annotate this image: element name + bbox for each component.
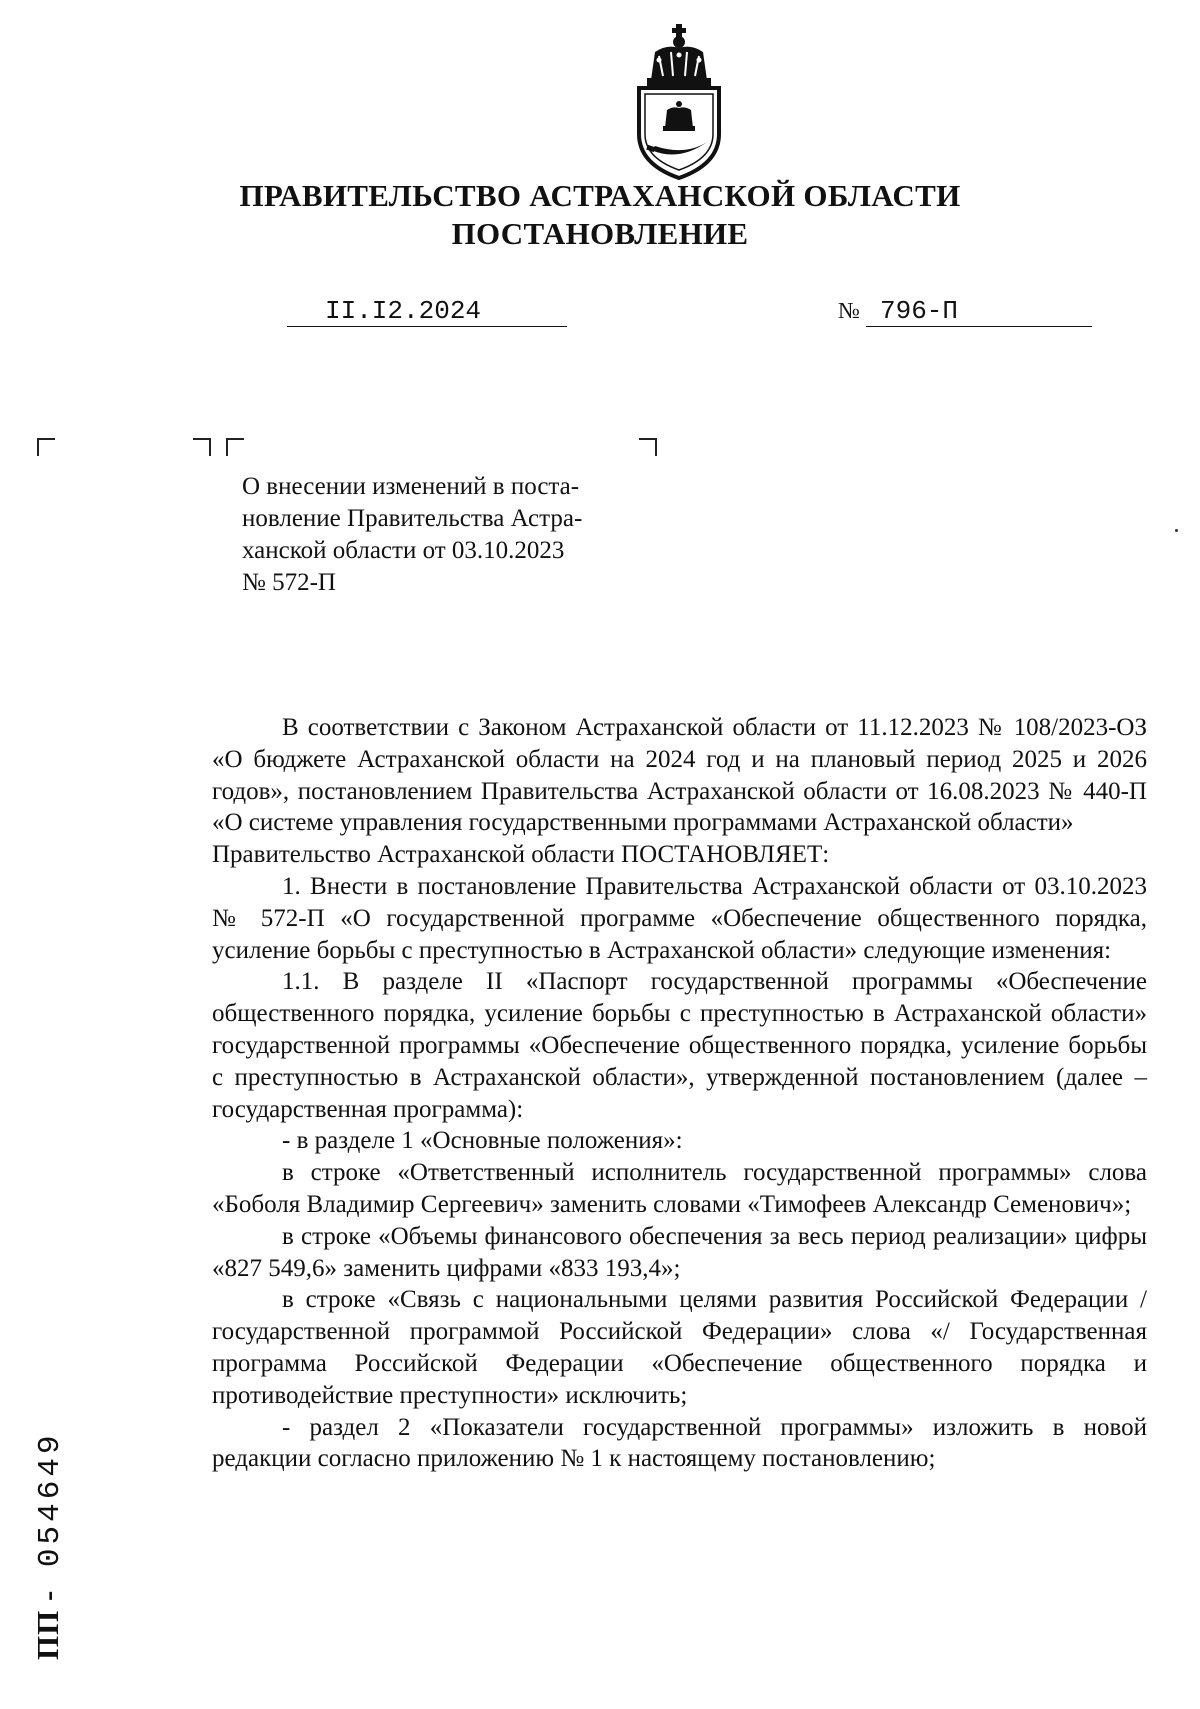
serial-number: 054649 [33, 1431, 68, 1568]
corner-mark-top-right-1 [193, 438, 211, 456]
body-paragraph: 1.1. В разделе II «Паспорт государственной программы «Обеспечение общественного порядка, усиление борьбы с преступностью в Астраханской области» государственной программы «Обеспечение общественного порядка, усиление борьбы с преступностью в Астраханской области», утвержденной постановлением (далее – государственная программа): [212, 968, 1147, 1123]
document-date: II.I2.2024 [325, 296, 482, 326]
date-underline [287, 326, 567, 327]
body-paragraph: 1. Внести в постановление Правительства Астраханской области от 03.10.2023 № 572-П «О государственной программе «Обеспечение общественного порядка, усиление борьбы с преступностью в Астраханской области» следующие изменения: [212, 872, 1147, 964]
corner-mark-top-left-2 [226, 438, 244, 456]
body-paragraph: в строке «Объемы финансового обеспечения за весь период реализации» цифры «827 549,6» заменить цифрами «833 193,4»; [212, 1222, 1147, 1282]
coat-of-arms-emblem [629, 22, 729, 182]
document-number: 796-П [880, 296, 959, 326]
number-sign: № [838, 298, 860, 323]
subject-line: № 572-П [242, 569, 336, 596]
subject-line: ханской области от 03.10.2023 [242, 537, 565, 564]
number-underline [866, 326, 1092, 327]
body-paragraph: В соответствии с Законом Астраханской области от 11.12.2023 № 108/2023-ОЗ «О бюджете Астраханской области на 2024 год и на плановый период 2025 и 2026 годов», постановлением Правительства Астраханской области от 16.08.2023 № 440-П «О системе управления государственными программами Астраханской области» [212, 714, 1147, 837]
body-paragraph: в строке «Связь с национальными целями развития Российской Федерации / государственной программой Российской Федерации» слова «/ Государственная программа Российской Федерации «Обеспечение общественного порядка и противодействие преступности» исключить; [212, 1286, 1147, 1409]
body-paragraph: Правительство Астраханской области ПОСТАНОВЛЯЕТ: [212, 841, 830, 869]
document-body [212, 712, 1147, 1475]
document-type-title: ПОСТАНОВЛЕНИЕ [451, 216, 749, 251]
body-paragraph: в строке «Ответственный исполнитель государственной программы» слова «Боболя Владимир Сергеевич» заменить словами «Тимофеев Александр Семенович»; [212, 1159, 1147, 1218]
form-serial-number [30, 1431, 68, 1660]
subject-line: новление Правительства Астра- [242, 505, 583, 532]
document-subject [242, 471, 637, 599]
serial-prefix: ПП - [30, 1589, 65, 1660]
subject-line: О внесении изменений в поста- [242, 473, 580, 500]
organization-title: ПРАВИТЕЛЬСТВО АСТРАХАНСКОЙ ОБЛАСТИ [239, 178, 961, 213]
body-paragraph: - раздел 2 «Показатели государственной программы» изложить в новой редакции согласно приложению № 1 к настоящему постановлению; [212, 1413, 1147, 1473]
scan-speck [1175, 529, 1178, 532]
corner-mark-top-right-2 [639, 438, 657, 456]
corner-mark-top-left [37, 438, 55, 456]
body-paragraph: - в разделе 1 «Основные положения»: [282, 1127, 683, 1155]
